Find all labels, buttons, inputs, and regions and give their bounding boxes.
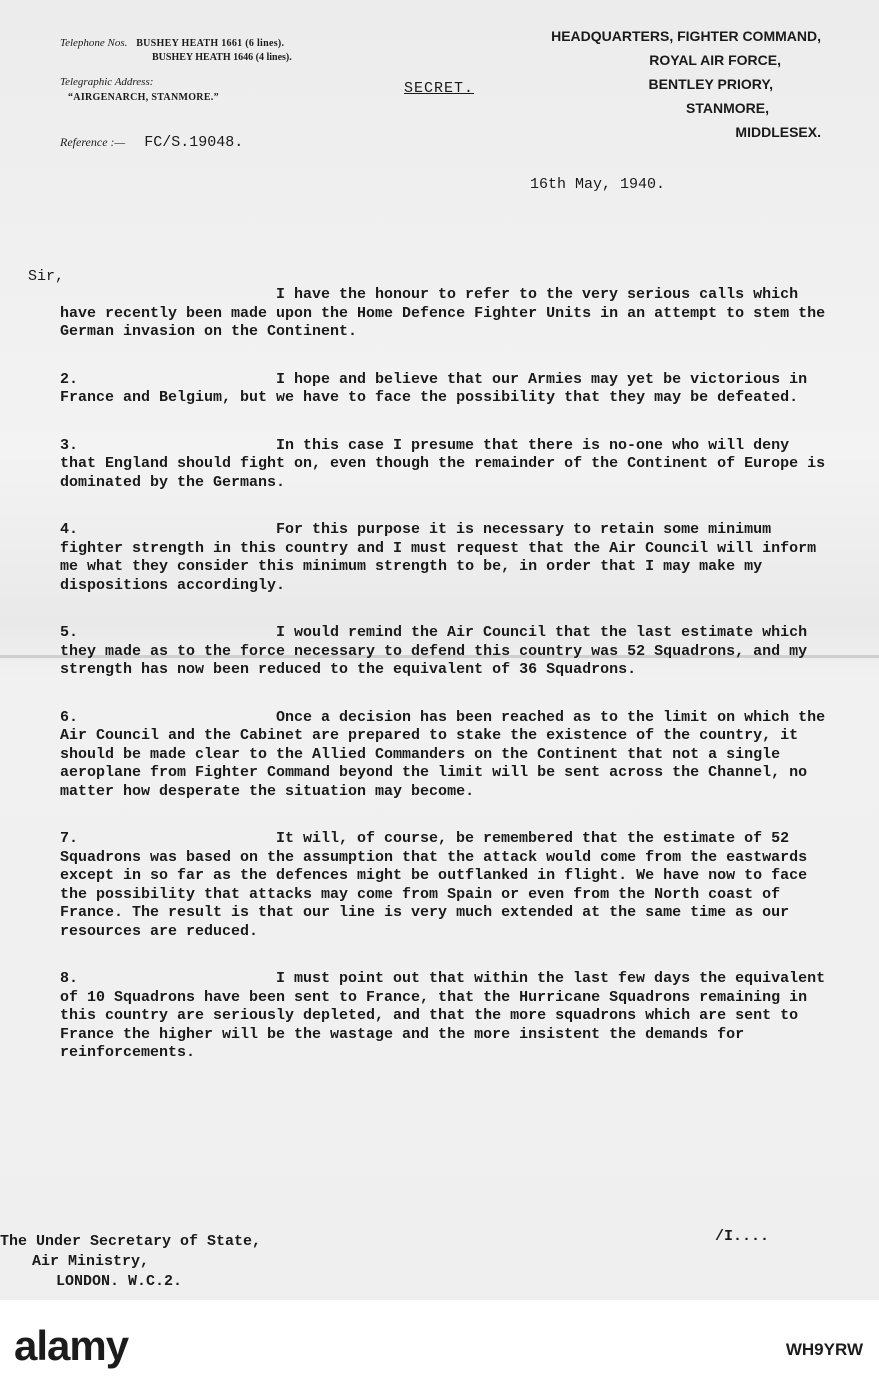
addressee-line-1: The Under Secretary of State,: [0, 1233, 262, 1250]
addressee-line-3: LONDON. W.C.2.: [56, 1273, 183, 1290]
telegraph-block: [60, 75, 292, 105]
paragraph-8: [60, 970, 830, 1063]
paragraph-text: I must point out that within the last few days the equivalent of 10 Squadrons have been sent to France, that the Hurricane Squadrons remaining in this country are seriously depleted, and that the more squadrons which are sent to France the higher will be the wastage and the more insistent the demands for reinforcements.: [60, 970, 826, 1061]
addressee-block: [0, 1232, 261, 1292]
paragraph-6: [60, 709, 830, 802]
image-id: WH9YRW: [785, 1340, 863, 1359]
paragraph-4: [60, 521, 830, 595]
headquarters-address: [551, 24, 821, 144]
paragraph-text: For this purpose it is necessary to retain some minimum fighter strength in this country and I must request that the Air Council will inform me what they consider this minimum strength to be, in order that I may make my dispositions accordingly.: [60, 521, 817, 594]
telephone-number-2: BUSHEY HEATH 1646 (4 lines).: [152, 52, 292, 63]
paragraph-number: 3.: [60, 436, 79, 454]
paragraph-number: 6.: [60, 708, 79, 726]
letter-body: [60, 286, 830, 1092]
paragraph-text: In this case I presume that there is no-one who will deny that England should fight on, even though the remainder of the Continent of Europe is dominated by the Germans.: [60, 436, 826, 491]
telephone-label: Telephone Nos.: [60, 37, 128, 49]
secret-marking: SECRET.: [404, 80, 475, 97]
paragraph-text: Once a decision has been reached as to the limit on which the Air Council and the Cabinet are prepared to stake the existence of the country, it should be made clear to the Allied Commanders on the Continent that not a single aeroplane from Fighter Command beyond the limit will be sent across the Channel, no matter how desperate the situation may become.: [60, 708, 826, 800]
continuation-marker: /I....: [714, 1228, 769, 1245]
paragraph-7: [60, 830, 830, 941]
paragraph-text: I would remind the Air Council that the last estimate which they made as to the force necessary to defend this country was 52 Squadrons, and my strength has now been reduced to the equivalent of 36 Squadrons.: [60, 624, 808, 678]
watermark-bar: [0, 1300, 879, 1390]
paragraph-text: I hope and believe that our Armies may yet be victorious in France and Belgium, but we have to face the possibility that they may be defeated.: [60, 370, 808, 406]
paragraph-number: 8.: [60, 970, 79, 987]
paragraph-number: 4.: [60, 521, 79, 538]
hq-line-2: ROYAL AIR FORCE,: [649, 52, 781, 68]
telegraph-label: Telegraphic Address:: [60, 76, 154, 88]
telephone-line-1: [60, 36, 292, 51]
paragraph-number: 2.: [60, 370, 79, 388]
addressee-line-2: Air Ministry,: [32, 1253, 150, 1270]
alamy-logo: alamy: [14, 1322, 129, 1369]
telegraph-address: “AIRGENARCH, STANMORE.”: [68, 92, 219, 103]
hq-line-3: BENTLEY PRIORY,: [648, 76, 773, 92]
paragraph-text: I have the honour to refer to the very serious calls which have recently been made upon the Home Defence Fighter Units in an attempt to stem the German invasion on the Continent.: [60, 286, 826, 340]
salutation: Sir,: [28, 268, 65, 285]
paragraph-text: It will, of course, be remembered that the estimate of 52 Squadrons was based on the assumption that the attack would come from the eastwards except in so far as the defences might be outflanked in flight. We have now to face the possibility that attacks may come from Spain or even from the North coast of France. The result is that our line is very much extended at the same time as our resources are reduced.: [60, 830, 808, 940]
paragraph-1: [60, 286, 830, 342]
paragraph-5: [60, 624, 830, 680]
hq-line-1: HEADQUARTERS, FIGHTER COMMAND,: [551, 28, 821, 44]
telephone-number-1: BUSHEY HEATH 1661 (6 lines).: [136, 38, 285, 49]
paragraph-number: 5.: [60, 624, 79, 641]
paragraph-3: [60, 437, 830, 493]
paragraph-number: 7.: [60, 830, 79, 847]
reference-number: FC/S.19048.: [144, 134, 244, 151]
letter-date: 16th May, 1940.: [530, 176, 666, 193]
hq-line-4: STANMORE,: [686, 100, 769, 116]
paragraph-2: [60, 371, 830, 408]
hq-line-5: MIDDLESEX.: [735, 124, 821, 140]
reference-line: [60, 134, 243, 151]
reference-label: Reference :—: [60, 135, 126, 149]
letterhead-contact: [60, 36, 292, 105]
